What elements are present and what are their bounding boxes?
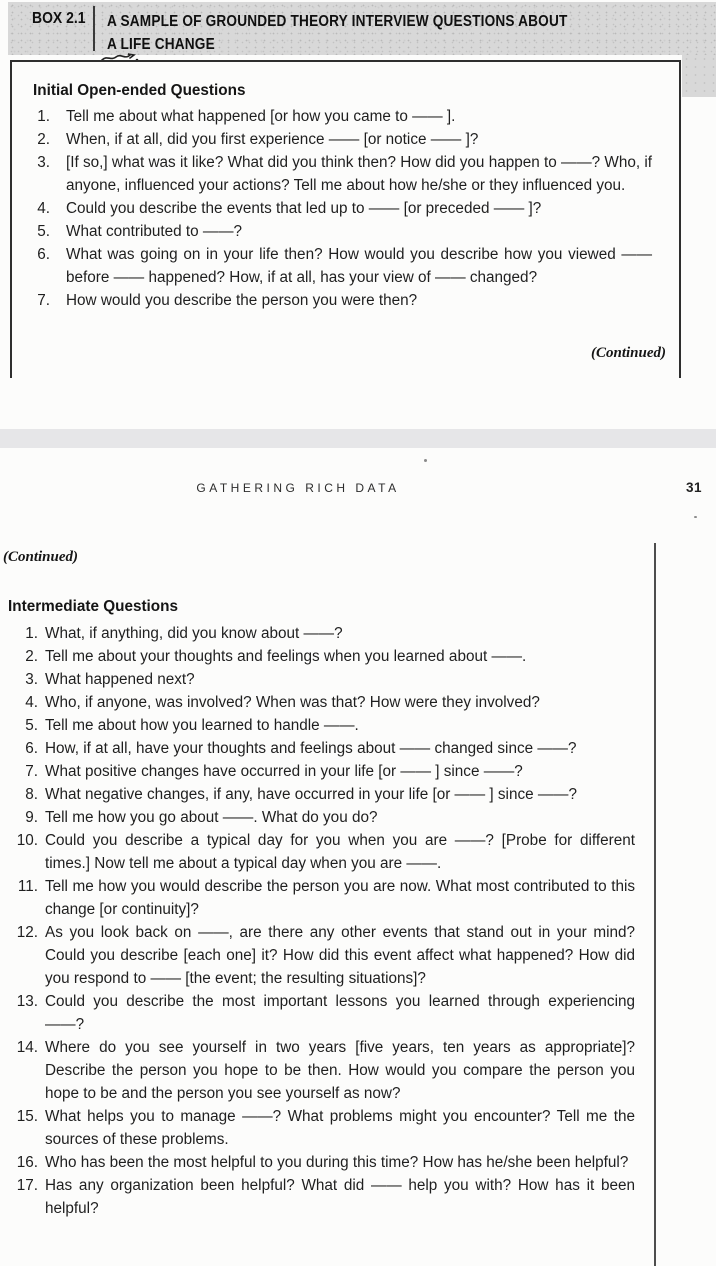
question-number: 7. (37, 292, 50, 309)
question-item (0, 921, 644, 990)
question-item (35, 289, 652, 312)
question-text: [If so,] what was it like? What did you think then? How did you happen to ——? Who, if anyone, influenced your actions? Tell me about how he/she or they influenced you. (66, 154, 652, 194)
question-text: Tell me about how you learned to handle ——. (45, 717, 359, 734)
question-number: 15. (16, 1108, 38, 1125)
question-item (35, 105, 652, 128)
box-right-border-rule (654, 543, 656, 1266)
question-text: Who has been the most helpful to you during this time? How has he/she been helpful? (45, 1154, 629, 1171)
question-text: Could you describe the most important lessons you learned through experiencing ——? (45, 993, 635, 1033)
question-text: What helps you to manage ——? What problems might you encounter? Tell me the sources of these problems. (45, 1108, 635, 1148)
question-number: 4. (37, 200, 50, 217)
question-item (35, 243, 652, 289)
box-header-divider (93, 6, 95, 51)
question-number: 1. (25, 625, 38, 642)
box-title-line-2: A LIFE CHANGE (107, 36, 215, 53)
question-item (0, 668, 644, 691)
question-item (35, 151, 652, 197)
question-text: When, if at all, did you first experience —— [or notice —— ]? (66, 131, 479, 148)
question-text: Has any organization been helpful? What did —— help you with? How has it been helpful? (45, 1177, 635, 1217)
question-number: 3. (37, 154, 50, 171)
question-item (0, 737, 644, 760)
question-text: What happened next? (45, 671, 195, 688)
question-text: What, if anything, did you know about ——? (45, 625, 343, 642)
question-text: Tell me about your thoughts and feelings when you learned about ——. (45, 648, 527, 665)
question-item (0, 783, 644, 806)
question-text: How, if at all, have your thoughts and feelings about —— changed since ——? (45, 740, 577, 757)
page-number: 31 (686, 480, 703, 495)
question-number: 8. (25, 786, 38, 803)
question-text: Could you describe a typical day for you when you are ——? [Probe for different times.] Now tell me about a typical day when you are ——. (45, 832, 635, 872)
question-text: Tell me about what happened [or how you came to —— ]. (66, 108, 456, 125)
question-number: 5. (37, 223, 50, 240)
question-number: 9. (25, 809, 38, 826)
question-number: 2. (37, 131, 50, 148)
question-number: 14. (16, 1039, 38, 1056)
question-item (0, 714, 644, 737)
question-item (0, 691, 644, 714)
page-separator-band (0, 429, 716, 448)
intermediate-question-list (0, 622, 644, 1220)
box-title (107, 10, 630, 56)
question-number: 7. (25, 763, 38, 780)
question-item (35, 197, 652, 220)
box-header-band (8, 2, 716, 55)
section-heading-intermediate: Intermediate Questions (8, 598, 179, 615)
question-item (0, 645, 644, 668)
question-text: What was going on in your life then? How would you describe how you viewed —— before —— happened? How, if at all, has your view of —— changed? (66, 246, 652, 286)
question-text: What contributed to ——? (66, 223, 242, 240)
question-item (35, 220, 652, 243)
continued-note-page2: (Continued) (3, 549, 79, 565)
question-item (35, 128, 652, 151)
scan-speck (424, 459, 427, 462)
question-box-initial (10, 60, 681, 378)
question-text: Who, if anyone, was involved? When was that? How were they involved? (45, 694, 540, 711)
question-item (0, 1151, 644, 1174)
question-item (0, 1174, 644, 1220)
question-number: 12. (16, 924, 38, 941)
question-text: What positive changes have occurred in your life [or —— ] since ——? (45, 763, 523, 780)
question-item (0, 760, 644, 783)
initial-question-list (12, 105, 679, 312)
continued-note: (Continued) (590, 345, 666, 361)
question-number: 5. (25, 717, 38, 734)
box-label: BOX 2.1 (32, 10, 86, 27)
question-text: How would you describe the person you were then? (66, 292, 418, 309)
question-text: Could you describe the events that led up to —— [or preceded —— ]? (66, 200, 542, 217)
question-number: 13. (16, 993, 38, 1010)
question-text: As you look back on ——, are there any other events that stand out in your mind? Could you describe [each one] it? How did this event affect what happened? How did you respond to —— [the event; the resulting situations]? (45, 924, 635, 987)
scan-speck (694, 516, 697, 518)
question-text: What negative changes, if any, have occurred in your life [or —— ] since ——? (45, 786, 577, 803)
question-number: 2. (25, 648, 38, 665)
question-text: Tell me how you go about ——. What do you do? (45, 809, 378, 826)
question-item (0, 806, 644, 829)
scan-gray-margin (682, 55, 716, 97)
question-number: 6. (25, 740, 38, 757)
question-number: 1. (37, 108, 50, 125)
question-item (0, 1036, 644, 1105)
intermediate-questions-section (0, 597, 644, 1220)
question-number: 11. (17, 878, 38, 895)
question-number: 16. (16, 1154, 38, 1171)
question-item (0, 875, 644, 921)
question-number: 10. (16, 832, 38, 849)
question-item (0, 1105, 644, 1151)
section-heading-initial: Initial Open-ended Questions (33, 82, 246, 99)
question-item (0, 990, 644, 1036)
box-title-line-1: A SAMPLE OF GROUNDED THEORY INTERVIEW QUESTIONS ABOUT (107, 13, 568, 30)
question-number: 3. (25, 671, 38, 688)
question-number: 6. (37, 246, 50, 263)
question-text: Tell me how you would describe the person you are now. What most contributed to this change [or continuity]? (45, 878, 635, 918)
question-number: 4. (25, 694, 38, 711)
question-number: 17. (16, 1177, 38, 1194)
running-head: GATHERING RICH DATA (196, 481, 400, 495)
question-item (0, 829, 644, 875)
question-item (0, 622, 644, 645)
question-text: Where do you see yourself in two years [five years, ten years as appropriate]? Describe the person you hope to be then. How would you compare the person you hope to be and the person you see yourself as now? (45, 1039, 635, 1102)
